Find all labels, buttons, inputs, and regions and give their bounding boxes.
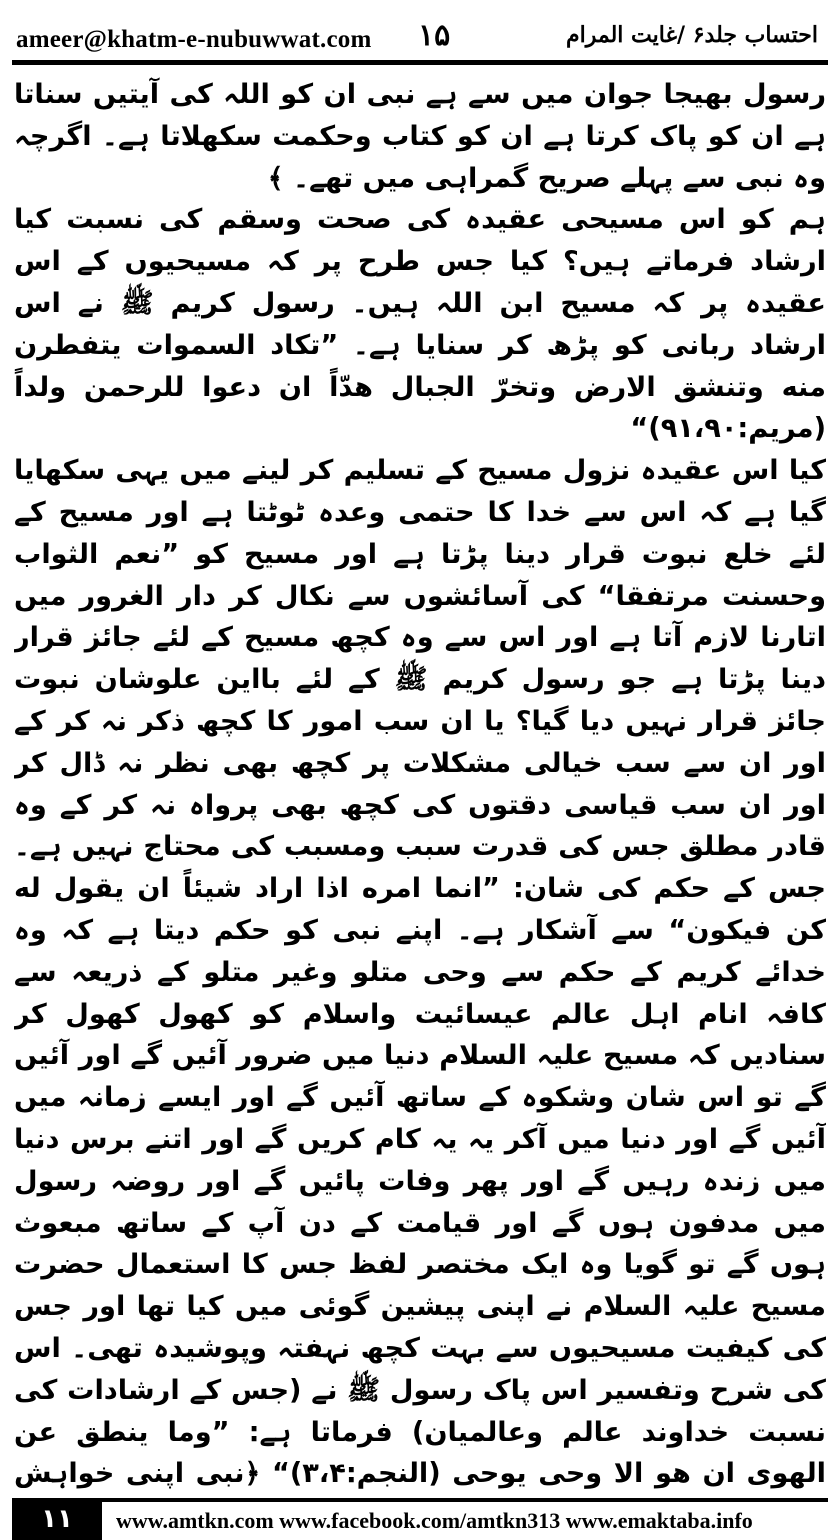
book-title: احتساب جلد۶ /غایت المرام — [565, 22, 818, 48]
header-divider — [12, 60, 828, 65]
page-number: ۱۵ — [418, 18, 451, 53]
header-email: ameer@khatm-e-nubuwwat.com — [16, 26, 372, 53]
page-footer — [12, 1498, 828, 1540]
footer-links[interactable]: www.amtkn.com www.facebook.com/amtkn313 www.emaktaba.info — [116, 1508, 753, 1533]
page-body — [14, 74, 826, 1494]
volume-badge: ۱۱ — [12, 1498, 102, 1540]
paragraph-2: ہم کو اس مسیحی عقیدہ کی صحت وسقم کی نسبت کیا ارشاد فرماتے ہیں؟ کیا جس طرح پر کہ مسیحیوں کے اس عقیدہ پر کہ مسیح ابن اللہ ہیں۔ رسول کریم ﷺ نے اس ارشاد ربانی کو پڑھ کر سنایا ہے۔ ”تکاد السموات یتفطرن منه وتنشق الارض وتخرّ الجبال هدّاً ان دعوا للرحمن ولداً (مریم:۹۱،۹۰)“ — [14, 204, 826, 445]
paragraph-1: رسول بھیجا جوان میں سے ہے نبی ان کو اللہ کی آیتیں سناتا ہے ان کو پاک کرتا ہے ان کو کتاب وحکمت سکھلاتا ہے۔ اگرچہ وہ نبی سے پہلے صریح گمراہی میں تھے۔ ﴾ — [14, 79, 826, 194]
page-header — [16, 12, 824, 56]
paragraph-3: کیا اس عقیدہ نزول مسیح کے تسلیم کر لینے میں یہی سکھایا گیا ہے کہ اس سے خدا کا حتمی وعدہ ٹوٹتا ہے اور مسیح کے لئے خلع نبوت قرار دینا پڑتا ہے اور مسیح کو ”نعم الثواب وحسنت مرتفقا“ کی آسائشوں سے نکال کر دار الغرور میں اتارنا لازم آتا ہے اور اس سے وہ کچھ مسیح کے لئے جائز قرار دینا پڑتا ہے جو رسول کریم ﷺ کے لئے بااین علوشان نبوت جائز قرار نہیں دیا گیا؟ یا ان سب امور کا کچھ ذکر نہ کر کے اور ان سے سب خیالی مشکلات پر کچھ بھی نظر نہ ڈال کر اور ان سب قیاسی دقتوں کی کچھ بھی پرواہ نہ کر کے وہ قادر مطلق جس کی قدرت سبب ومسبب کی محتاج نہیں ہے۔ جس کے حکم کی شان: ”انما امره اذا اراد شیئاً ان یقول له کن فیکون“ سے آشکار ہے۔ اپنے نبی کو حکم دیتا ہے کہ وہ خدائے کریم کے حکم سے وحی متلو وغیر متلو کے ذریعہ سے کافہ انام اہل عالم عیسائیت واسلام کو کھول کھول کر سنادیں کہ مسیح علیہ السلام دنیا میں ضرور آئیں گے اور آئیں گے تو اس شان وشکوہ کے ساتھ آئیں گے اور ایسے زمانہ میں آئیں گے اور دنیا میں آکر یہ یہ کام کریں گے اور اتنے برس دنیا میں زندہ رہیں گے اور پھر وفات پائیں گے اور روضہ رسول میں مدفون ہوں گے اور قیامت کے دن آپ کے ساتھ مبعوث ہوں گے تو گویا وہ ایک مختصر لفظ جس کا استعمال حضرت مسیح علیہ السلام نے اپنی پیشین گوئی میں کیا تھا اور جس کی کیفیت مسیحیوں سے بہت کچھ نہفتہ وپوشیدہ تھی۔ اس کی شرح وتفسیر اس پاک رسول ﷺ نے (جس کے ارشادات کی نسبت خداوند عالم وعالمیان) فرماتا ہے: ”وما ینطق عن الهوی ان هو الا وحی یوحی (النجم:۳،۴)“ ﴿نبی اپنی خواہش — [14, 455, 826, 1490]
